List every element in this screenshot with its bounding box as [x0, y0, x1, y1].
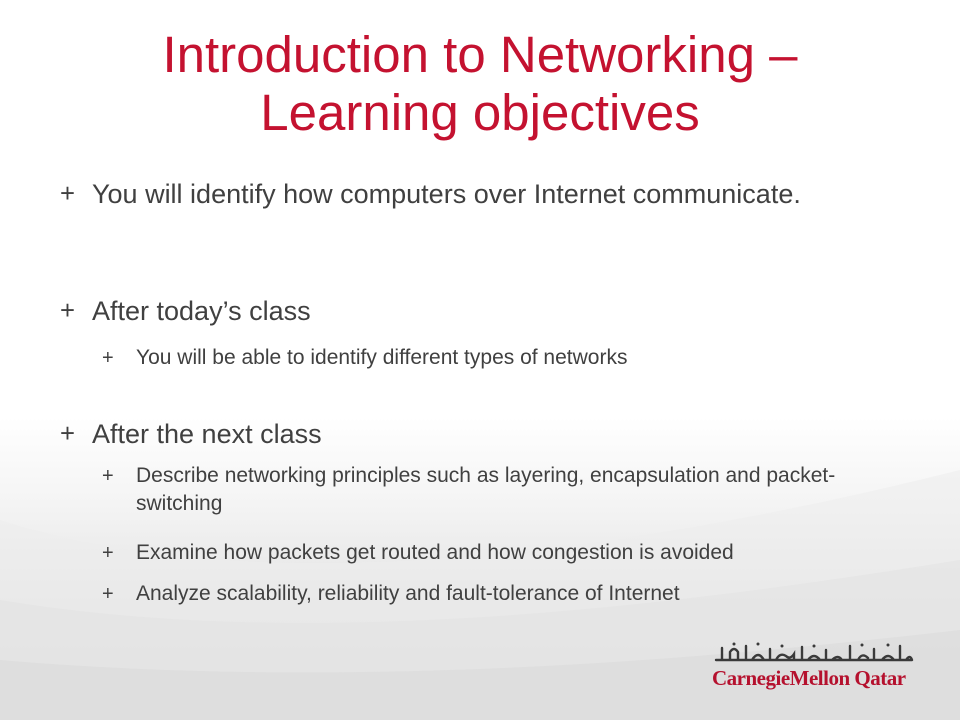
sub-bullet-text: Analyze scalability, reliability and fault-tolerance of Internet [136, 582, 680, 605]
bullet-text: After the next class [92, 419, 322, 449]
cmu-qatar-logo [712, 640, 918, 692]
plus-bullet-icon: + [102, 347, 114, 369]
sub-bullet-item [102, 462, 902, 518]
bullet-item [60, 417, 860, 451]
sub-bullet-item [102, 580, 902, 608]
sub-bullet-text: Examine how packets get routed and how congestion is avoided [136, 541, 734, 564]
sub-bullet-item [102, 344, 902, 372]
bullet-item [60, 177, 860, 211]
plus-bullet-icon: + [60, 180, 75, 208]
plus-bullet-icon: + [102, 542, 114, 564]
sub-bullet-item [102, 539, 902, 567]
bullet-item [60, 294, 860, 328]
sub-bullet-text: You will be able to identify different types of networks [136, 346, 628, 369]
plus-bullet-icon: + [102, 465, 114, 487]
sub-bullet-text: Describe networking principles such as layering, encapsulation and packet-switching [136, 464, 836, 515]
logo-english-text: CarnegieMellon Qatar [712, 666, 906, 690]
slide-title: Introduction to Networking – Learning objectives [162, 26, 798, 141]
arabic-wordmark [712, 640, 918, 666]
plus-bullet-icon: + [60, 297, 75, 325]
plus-bullet-icon: + [102, 583, 114, 605]
bullet-text: After today’s class [92, 296, 311, 326]
plus-bullet-icon: + [60, 420, 75, 448]
bullet-text: You will identify how computers over Internet communicate. [92, 179, 801, 209]
